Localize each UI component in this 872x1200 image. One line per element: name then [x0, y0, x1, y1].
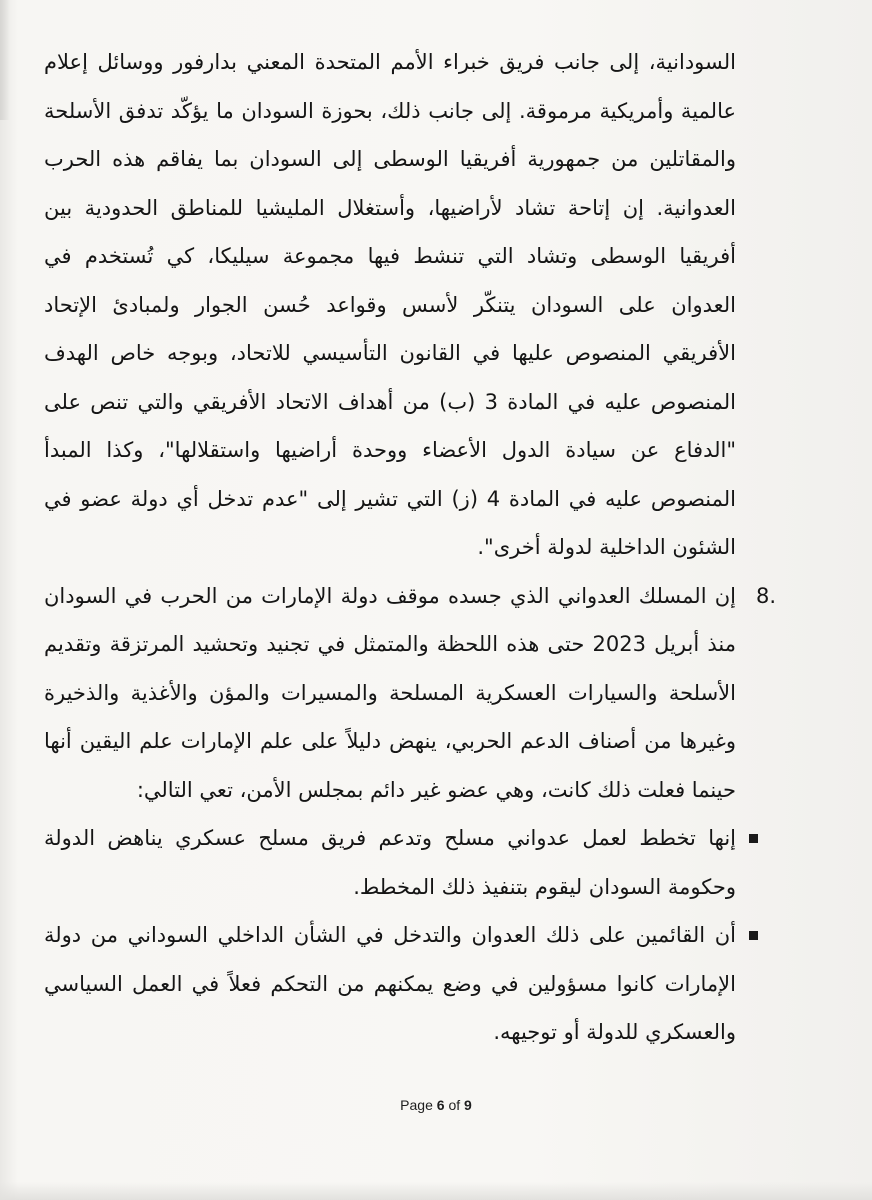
- item-number: 8.: [755, 583, 776, 608]
- of-word: of: [448, 1097, 461, 1113]
- document-body: [44, 38, 840, 1057]
- page-bottom-shade: [0, 1182, 872, 1200]
- bullet-item: [44, 911, 840, 1057]
- square-bullet-icon: [749, 834, 758, 843]
- bullet-text: أن القائمين على ذلك العدوان والتدخل في الشأن الداخلي السوداني من دولة الإمارات كانوا مسؤولين في وضع يمكنهم من التحكم فعلاً في العمل السياسي والعسكري للدولة أو توجيهه.: [44, 923, 736, 1044]
- page-footer: [0, 1097, 872, 1113]
- page-current: 6: [436, 1097, 445, 1113]
- bullet-text: إنها تخطط لعمل عدواني مسلح وتدعم فريق مسلح عسكري يناهض الدولة وحكومة السودان ليقوم بتنفيذ ذلك المخطط.: [44, 826, 736, 899]
- numbered-item-8: [44, 572, 840, 815]
- page-total: 9: [464, 1097, 472, 1113]
- paragraph-continuation: السودانية، إلى جانب فريق خبراء الأمم المتحدة المعني بدارفور ووسائل إعلام عالمية وأمريكية مرموقة. إلى جانب ذلك، بحوزة السودان ما يؤكّد تدفق الأسلحة والمقاتلين من جمهورية أفريقيا الوسطى إلى السودان بما يفاقم هذه الحرب العدوانية. إن إتاحة تشاد لأراضيها، وأستغلال المليشيا للمناطق الحدودية بين أفريقيا الوسطى وتشاد التي تنشط فيها مجموعة سيليكا، كي تُستخدم في العدوان على السودان يتنكّر لأسس وقواعد حُسن الجوار ولمبادئ الإتحاد الأفريقي المنصوص عليها في القانون التأسيسي للاتحاد، وبوجه خاص الهدف المنصوص عليه في المادة 3 (ب) من أهداف الاتحاد الأفريقي والتي تنص على "الدفاع عن سيادة الدول الأعضاء ووحدة أراضيها واستقلالها"، وكذا المبدأ المنصوص عليه في المادة 4 (ز) التي تشير إلى "عدم تدخل أي دولة عضو في الشئون الداخلية لدولة أخرى".: [44, 50, 736, 559]
- bullet-item: [44, 814, 840, 911]
- page-edge-shadow: [0, 0, 10, 120]
- page-word: Page: [400, 1097, 433, 1113]
- square-bullet-icon: [749, 931, 758, 940]
- item-text: إن المسلك العدواني الذي جسده موقف دولة الإمارات من الحرب في السودان منذ أبريل 2023 حتى هذه اللحظة والمتمثل في تجنيد وتحشيد المرتزقة وتقديم الأسلحة والسيارات العسكرية المسلحة والمسيرات والمؤن والأغذية والذخيرة وغيرها من أصناف الدعم الحربي، ينهض دليلاً على علم الإمارات علم اليقين أنها حينما فعلت ذلك كانت، وهي عضو غير دائم بمجلس الأمن، تعي التالي:: [44, 583, 736, 802]
